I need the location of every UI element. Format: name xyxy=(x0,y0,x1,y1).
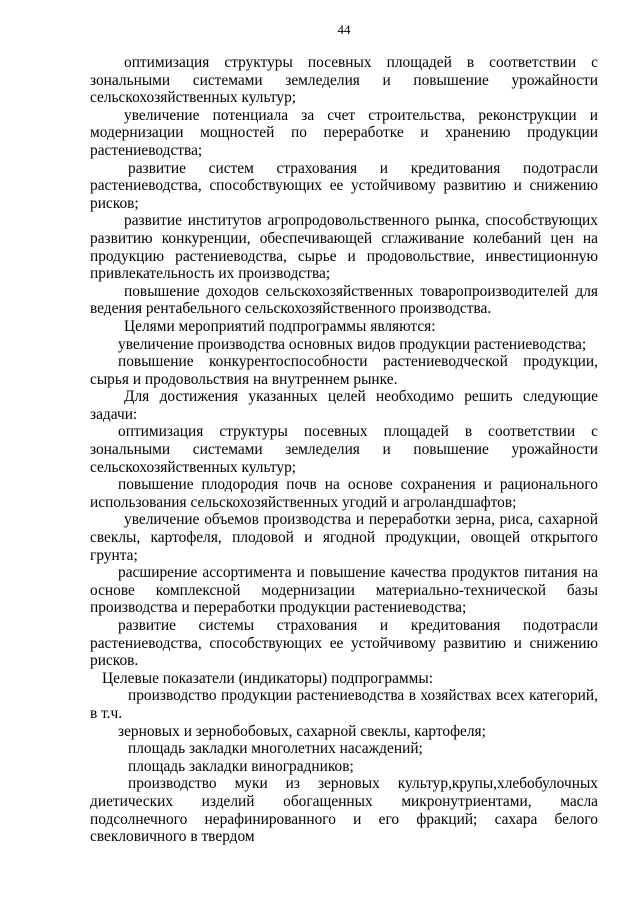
paragraph: повышение доходов сельскохозяйственных товаропроизводителей для ведения рентабельного сельскохозяйственного производства. xyxy=(90,282,598,318)
paragraph: Целевые показатели (индикаторы) подпрограммы: xyxy=(102,669,434,687)
paragraph: увеличение потенциала за счет строительства, реконструкции и модернизации мощностей по переработке и хранению продукции растениеводства; xyxy=(90,106,598,159)
paragraph: повышение плодородия почв на основе сохранения и рационального использования сельскохозяйственных угодий и агроландшафтов; xyxy=(90,476,598,511)
paragraph: Для достижения указанных целей необходимо решить следующие задачи: xyxy=(90,388,598,423)
paragraph: оптимизация структуры посевных площадей в соответствии с зональными системами земледелия и повышение урожайности сельскохозяйственных культур; xyxy=(90,423,598,476)
paragraph: Целями мероприятий подпрограммы являются: xyxy=(124,317,436,335)
page-number: 44 xyxy=(337,22,351,37)
paragraph: производство продукции растениеводства в хозяйствах всех категорий, в т.ч. xyxy=(90,687,598,722)
paragraph: площадь закладки виноградников; xyxy=(128,757,354,775)
paragraph: площадь закладки многолетних насаждений; xyxy=(128,740,423,758)
paragraph: оптимизация структуры посевных площадей в соответствии с зональными системами земледелия и повышение урожайности сельскохозяйственных культур; xyxy=(90,54,598,107)
paragraph: зерновых и зернобобовых, сахарной свеклы, картофеля; xyxy=(118,722,486,740)
paragraph: развитие институтов агропродовольственного рынка, способствующих развитию конкуренции, обеспечивающей сглаживание колебаний цен на продукцию растениеводства, сырье и продовольствие, инвестиционную привлекательность их производства; xyxy=(90,212,598,283)
paragraph: расширение ассортимента и повышение качества продуктов питания на основе комплексной модернизации материально-технической базы производства и переработки продукции растениеводства; xyxy=(90,564,598,617)
paragraph: производство муки из зерновых культур,крупы,хлебобулочных диетических изделий обогащенных микронутриентами, масла подсолнечного нерафинированного и его фракций; сахара белого свекловичного в твердом xyxy=(90,775,598,846)
paragraph: увеличение производства основных видов продукции растениеводства; xyxy=(118,335,587,353)
paragraph: развитие системы страхования и кредитования подотрасли растениеводства, способствующих ее устойчивому развитию и снижению рисков. xyxy=(90,617,598,670)
paragraph: повышение конкурентоспособности растениеводческой продукции, сырья и продовольствия на внутреннем рынке. xyxy=(90,353,598,388)
paragraph: увеличение объемов производства и переработки зерна, риса, сахарной свеклы, картофеля, плодовой и ягодной продукции, овощей открытого грунта; xyxy=(90,511,598,564)
paragraph: развитие систем страхования и кредитования подотрасли растениеводства, способствующих ее устойчивому развитию и снижению рисков; xyxy=(90,159,598,212)
